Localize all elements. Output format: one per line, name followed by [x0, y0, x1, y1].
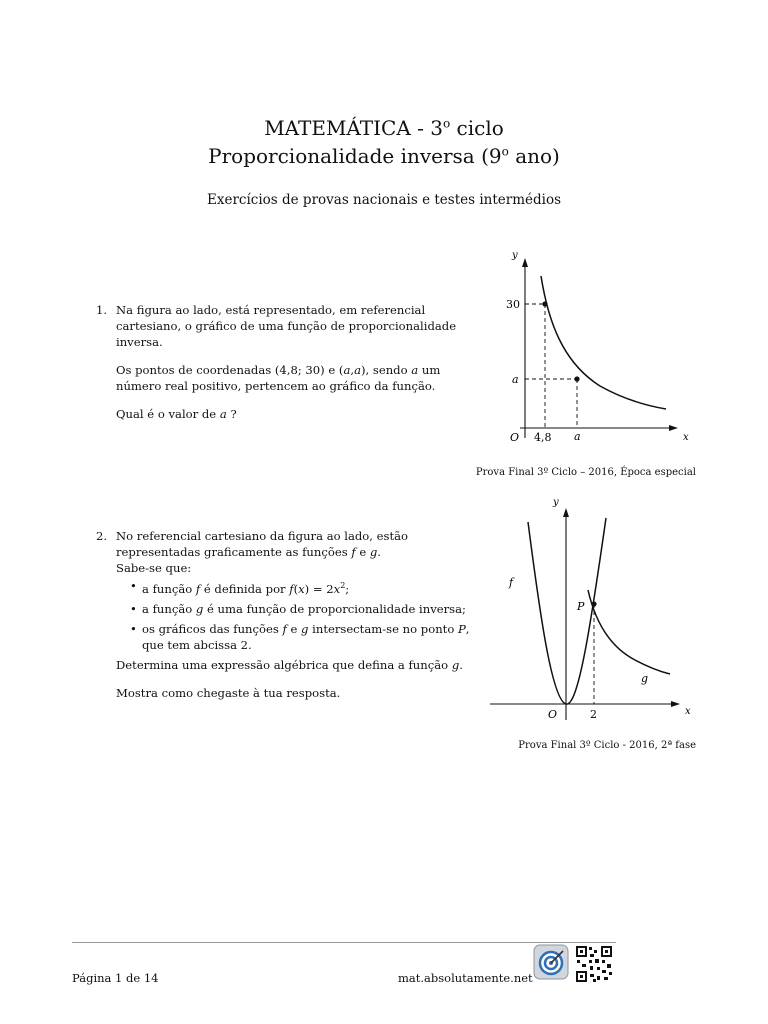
- site-logo-icon: [532, 943, 570, 981]
- tick-y-a: a: [512, 373, 519, 386]
- page-subtitle: Proporcionalidade inversa (9$^o$ ano): [208, 144, 560, 168]
- tick-x-4-8: 4,8: [534, 431, 552, 444]
- question-1-points: Os pontos de coordenadas (4,8; 30) e (a,a), sendo a um número real positivo, pertencem ao gráfico da função.: [116, 363, 441, 393]
- point-4-8-30: [542, 301, 547, 306]
- x-axis-label: x: [685, 706, 691, 717]
- section-heading: Exercícios de provas nacionais e testes intermédios: [206, 192, 562, 208]
- site-url[interactable]: mat.absolutamente.net: [398, 971, 533, 985]
- conditions-list: [116, 578, 478, 653]
- inverse-curve: [541, 276, 666, 409]
- x-axis-arrow-icon: [669, 425, 678, 431]
- question-2: [96, 528, 478, 701]
- question-1-ask: Qual é o valor de a ?: [116, 407, 237, 421]
- x-axis-label: x: [683, 432, 689, 443]
- point-a-a: [574, 376, 579, 381]
- page-number: Página 1 de 14: [72, 971, 159, 985]
- origin-label: O: [510, 431, 520, 444]
- x-axis-arrow-icon: [671, 701, 680, 707]
- source-citation: Prova Final 3º Ciclo - 2016, 2ª fase: [518, 740, 696, 751]
- y-axis-label: y: [512, 250, 518, 261]
- y-axis-label: y: [553, 497, 559, 508]
- question-1: [96, 302, 488, 422]
- qr-code-icon: [575, 945, 613, 983]
- question-1-statement: Na figura ao lado, está representado, em referencial cartesiano, o gráfico de uma função de proporcionalidade inversa.: [116, 303, 457, 349]
- question-2-known: Sabe-se que:: [116, 561, 192, 575]
- figure-2-parabola-and-hyperbola: [480, 492, 700, 727]
- page-title: MATEMÁTICA - 3$^o$ ciclo: [264, 116, 504, 140]
- tick-y-30: 30: [506, 298, 520, 311]
- figure-1-inverse-graph: [480, 240, 700, 455]
- label-g: g: [641, 672, 649, 685]
- question-2-instruction: Mostra como chegaste à tua resposta.: [116, 685, 341, 700]
- list-item: • a função g é uma função de proporcionalidade inversa;: [116, 601, 478, 617]
- hyperbola-g: [588, 590, 670, 674]
- question-2-task: Determina uma expressão algébrica que defina a função g.: [116, 657, 463, 672]
- origin-label: O: [548, 708, 558, 721]
- source-citation: Prova Final 3º Ciclo – 2016, Época especial: [475, 467, 696, 478]
- y-axis-arrow-icon: [522, 258, 528, 267]
- point-P: [591, 601, 596, 606]
- question-2-intro: No referencial cartesiano da figura ao lado, estão representadas graficamente as funções f e g.: [116, 529, 409, 559]
- tick-x-a: a: [574, 430, 581, 443]
- list-item: • os gráficos das funções f e g intersectam-se no ponto P, que tem abcissa 2.: [116, 621, 478, 653]
- label-f: f: [509, 576, 514, 589]
- y-axis-arrow-icon: [563, 508, 569, 517]
- tick-x-2: 2: [590, 708, 597, 721]
- question-number: 1.: [96, 303, 108, 317]
- label-P: P: [577, 600, 585, 613]
- list-item: • a função f é definida por $f(x) = 2x^2$;: [116, 578, 478, 597]
- question-number: 2.: [96, 529, 108, 543]
